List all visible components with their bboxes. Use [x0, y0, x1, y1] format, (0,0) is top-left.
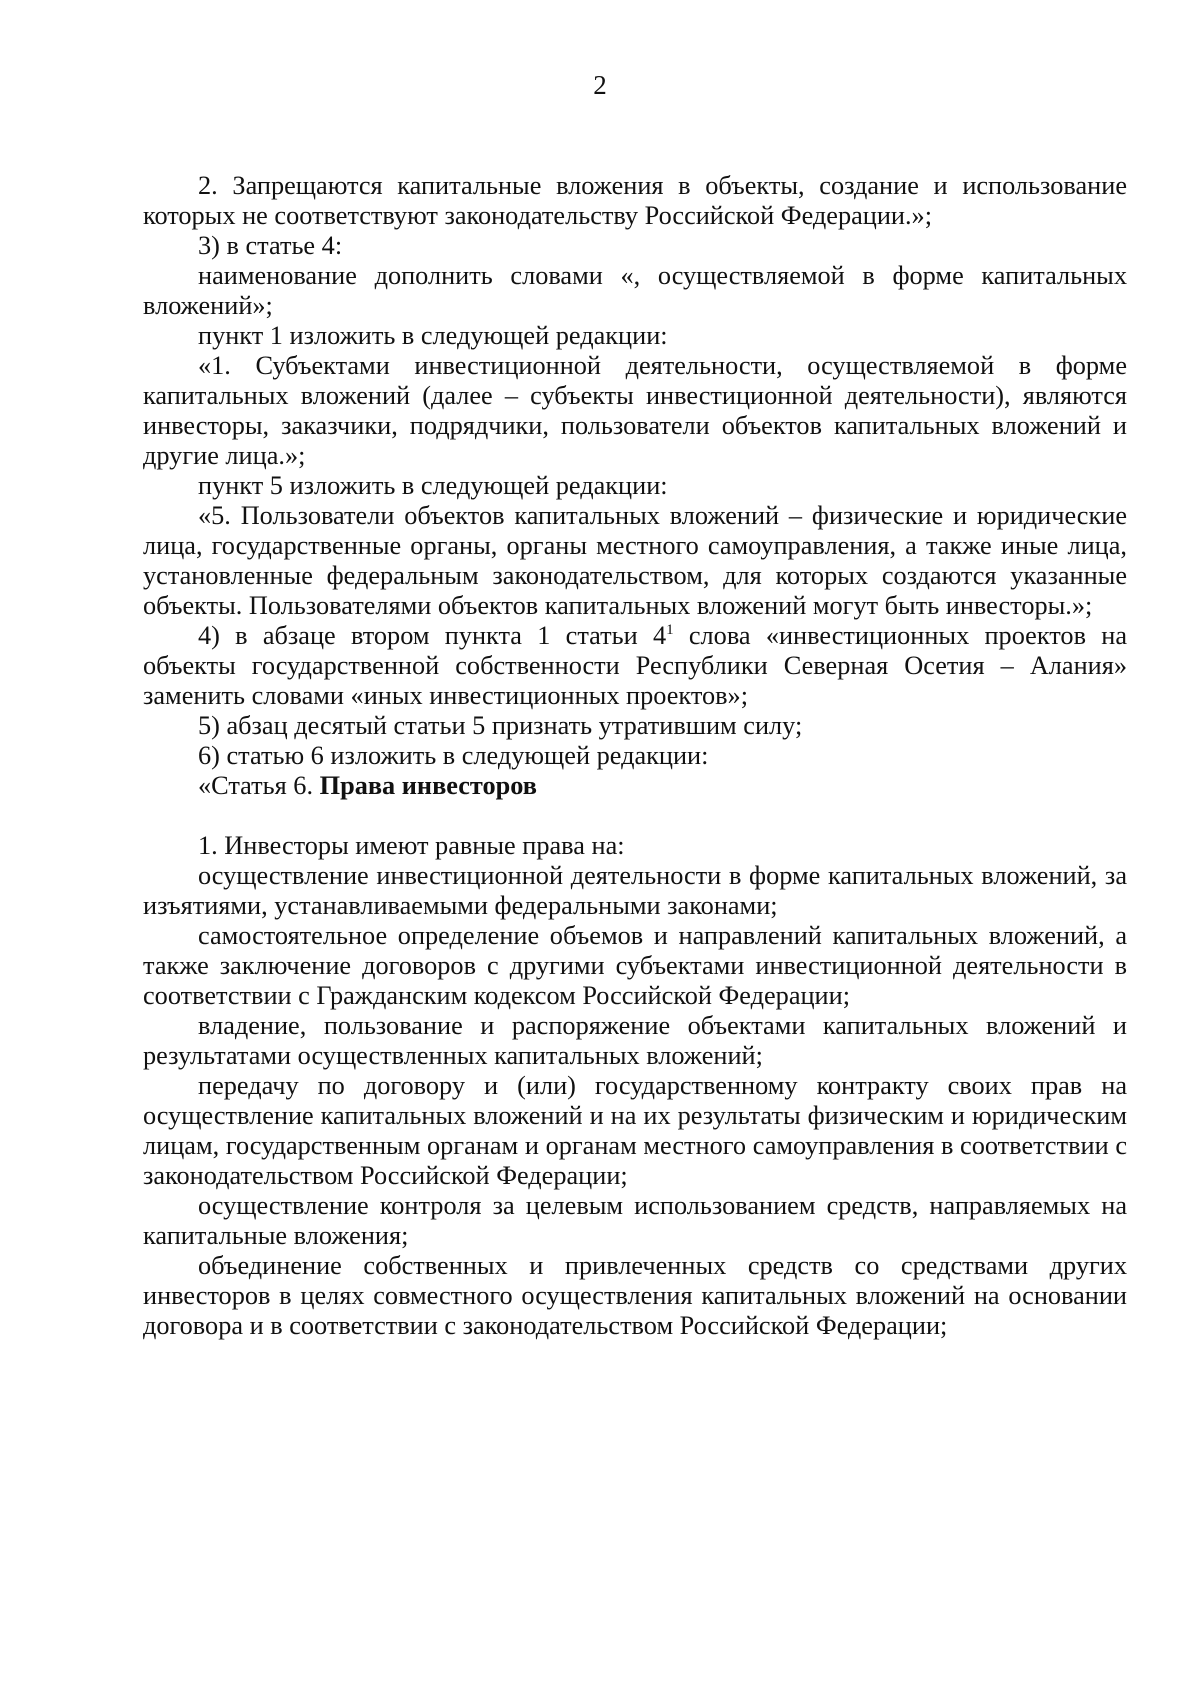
article-6-heading [143, 771, 1127, 801]
page-number: 2 [593, 70, 607, 100]
right-investment-activity: осуществление инвестиционной деятельности в форме капитальных вложений, за изъятиями, устанавливаемыми федеральными законами; [143, 861, 1127, 920]
right-control-funds: осуществление контроля за целевым использованием средств, направляемых на капитальные вложения; [143, 1191, 1127, 1250]
paragraph-equal-rights: 1. Инвесторы имеют равные права на: [198, 831, 625, 860]
right-determination-volumes: самостоятельное определение объемов и направлений капитальных вложений, а также заключение договоров с другими субъектами инвестиционной деятельности в соответствии с Гражданским кодексом Российской Федерации; [143, 921, 1127, 1010]
paragraph-point-1-intro: пункт 1 изложить в следующей редакции: [198, 321, 668, 350]
paragraph-point-5-text: «5. Пользователи объектов капитальных вложений – физические и юридические лица, государственные органы, органы местного самоуправления, а также иные лица, установленные федеральным законодательством, для которых создаются указанные объекты. Пользователями объектов капитальных вложений могут быть инвесторы.»; [143, 501, 1127, 620]
paragraph-article-4-intro: 3) в статье 4: [198, 231, 343, 260]
article-6-label: «Статья 6. [198, 771, 320, 800]
article-4-1-text-end: слова «инвестиционных проектов на объекты государственной собственности Республики Северная Осетия – Алания» заменить словами «иных инвестиционных проектов»; [143, 621, 1127, 710]
paragraph-article-5-repeal: 5) абзац десятый статьи 5 признать утратившим силу; [198, 711, 803, 740]
article-6-title: Права инвесторов [319, 771, 537, 800]
paragraph-title-amendment: наименование дополнить словами «, осуществляемой в форме капитальных вложений»; [143, 261, 1127, 320]
paragraph-point-5-intro: пункт 5 изложить в следующей редакции: [198, 471, 668, 500]
paragraph-article-6-intro: 6) статью 6 изложить в следующей редакции: [198, 741, 709, 770]
paragraph-article-4-1-amendment [143, 621, 1127, 711]
paragraph-prohibition: 2. Запрещаются капитальные вложения в объекты, создание и использование которых не соответствуют законодательству Российской Федерации.»; [143, 171, 1127, 230]
document-body [143, 171, 1127, 1341]
right-ownership-use: владение, пользование и распоряжение объектами капитальных вложений и результатами осуществленных капитальных вложений; [143, 1011, 1127, 1070]
right-joint-funds: объединение собственных и привлеченных средств со средствами других инвесторов в целях совместного осуществления капитальных вложений на основании договора и в соответствии с законодательством Российской Федерации; [143, 1251, 1127, 1340]
paragraph-point-1-text: «1. Субъектами инвестиционной деятельности, осуществляемой в форме капитальных вложений (далее – субъекты инвестиционной деятельности), являются инвесторы, заказчики, подрядчики, пользователи объектов капитальных вложений и другие лица.»; [143, 351, 1127, 470]
article-4-1-text-start: 4) в абзаце втором пункта 1 статьи 4 [198, 621, 667, 650]
right-transfer-contract: передачу по договору и (или) государственному контракту своих прав на осуществление капитальных вложений и на их результаты физическим и юридическим лицам, государственным органам и органам местного самоуправления в соответствии с законодательством Российской Федерации; [143, 1071, 1127, 1190]
article-superscript: 1 [666, 622, 674, 639]
